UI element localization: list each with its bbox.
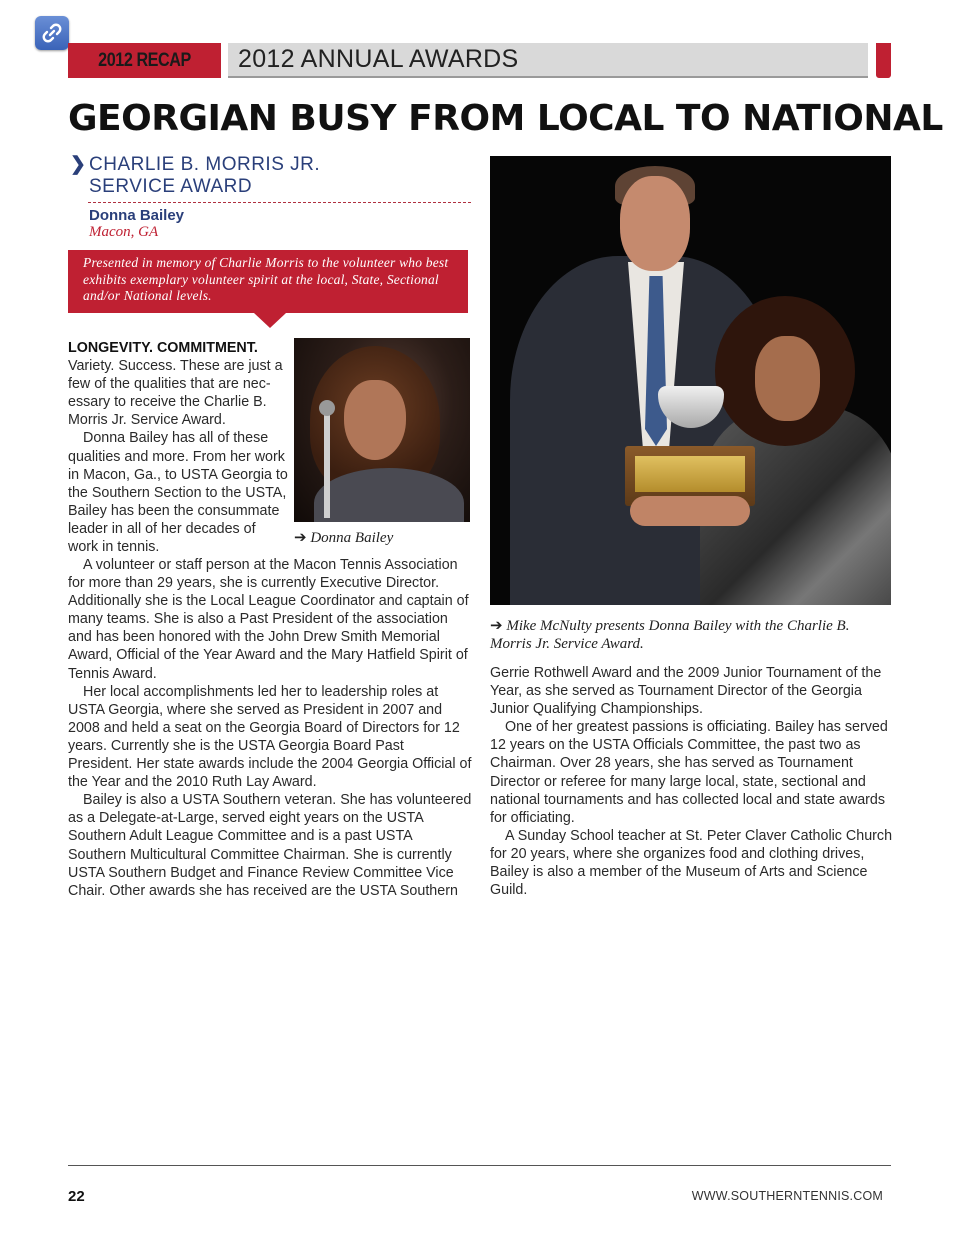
article-paragraph: Variety. Success. These are just a few of the qualities that are nec-essary to receive the Charlie B. Morris Jr. Service Award. xyxy=(68,358,283,429)
small-photo-caption: ➔ Donna Bailey xyxy=(294,528,394,546)
article-paragraph: Donna Bailey has all of these qualities and more. From her work in Macon, Ga., to USTA Georgia to the Southern Section to the USTA, Bailey has been the consummate leader in all of her decades of work in tennis. xyxy=(68,430,288,556)
article-paragraph: Gerrie Rothwell Award and the 2009 Junior Tournament of the Year, as she served as Tournament Director of the Georgia Junior Qualifying Championships. xyxy=(490,665,882,718)
website-url: WWW.SOUTHERNTENNIS.COM xyxy=(691,1189,883,1203)
recipient-city: Macon, GA xyxy=(89,224,159,240)
article-paragraph: A volunteer or staff person at the Macon Tennis Association for more than 29 years, she is currently Executive Director. Additionally she is the Local League Coordinator and captain of many teams. She is also a Past President of the association and has been honored with the John Drew Smith Memorial Award, Official of the Year Award and the Mary Hatfield Spirit of Tennis Award. xyxy=(68,557,469,682)
award-title xyxy=(70,154,470,198)
recipient-name: Donna Bailey xyxy=(89,207,185,224)
page-number: 22 xyxy=(68,1188,85,1205)
article-kicker: LONGEVITY. COMMITMENT. xyxy=(68,340,258,356)
article-paragraph: A Sunday School teacher at St. Peter Claver Catholic Church for 20 years, where she organizes food and clothing drives, Bailey is also a member of the Museum of Arts and Science Guild. xyxy=(490,827,893,899)
page-headline: GEORGIAN BUSY FROM LOCAL TO NATIONAL xyxy=(68,98,943,139)
header-title: 2012 ANNUAL AWARDS xyxy=(238,45,519,73)
article-column-left-top xyxy=(68,339,288,556)
article-paragraph: Bailey is also a USTA Southern veteran. She has volunteered as a Delegate-at-Large, served eight years on the USTA Southern Adult League Committee and is a past USTA Southern Multicultural Committee Chairman. She is currently USTA Southern Budget and Finance Review Committee Vice Chair. Other awards she has received are the USTA Southern xyxy=(68,792,472,899)
dotted-divider xyxy=(88,202,471,203)
award-presentation-photo xyxy=(490,156,891,605)
big-photo-caption: ➔ Mike McNulty presents Donna Bailey with the Charlie B. Morris Jr. Service Award. xyxy=(490,616,850,652)
award-description: Presented in memory of Charlie Morris to the volunteer who best exhibits exemplary volunteer spirit at the local, State, Sectional and/or National levels. xyxy=(83,255,449,303)
award-title-line2: SERVICE AWARD xyxy=(89,176,253,197)
article-paragraph: One of her greatest passions is officiating. Bailey has served 12 years on the USTA Officials Committee, the past two as Chairman. Over 28 years, she has served as Tournament Director or referee for many large local, state, sectional and national tournaments and has collected local and state awards for officiating. xyxy=(490,719,888,826)
header-end-accent xyxy=(876,43,891,78)
article-paragraph: Her local accomplishments led her to leadership roles at USTA Georgia, where she served as President in 2007 and 2008 and held a seat on the Georgia Board of Directors for 12 years. Currently she is the USTA Georgia Board Past President. Her state awards include the 2004 Georgia Official of the Year and the 2010 Ruth Lay Award. xyxy=(68,683,472,791)
section-tag: 2012 RECAP xyxy=(68,43,221,78)
arrow-right-icon: ➔ xyxy=(490,616,503,634)
header-bar xyxy=(228,43,868,78)
footer-divider xyxy=(68,1165,891,1166)
award-title-line1: CHARLIE B. MORRIS JR. xyxy=(89,154,321,175)
link-icon[interactable] xyxy=(35,16,69,50)
donna-bailey-photo xyxy=(294,338,470,522)
article-column-right xyxy=(490,664,892,899)
chevron-right-icon: ❯ xyxy=(70,154,87,175)
arrow-right-icon: ➔ xyxy=(294,528,307,546)
award-description-box xyxy=(68,250,468,313)
callout-notch xyxy=(254,313,286,328)
article-column-left xyxy=(68,556,472,900)
chain-link-icon xyxy=(40,21,64,45)
